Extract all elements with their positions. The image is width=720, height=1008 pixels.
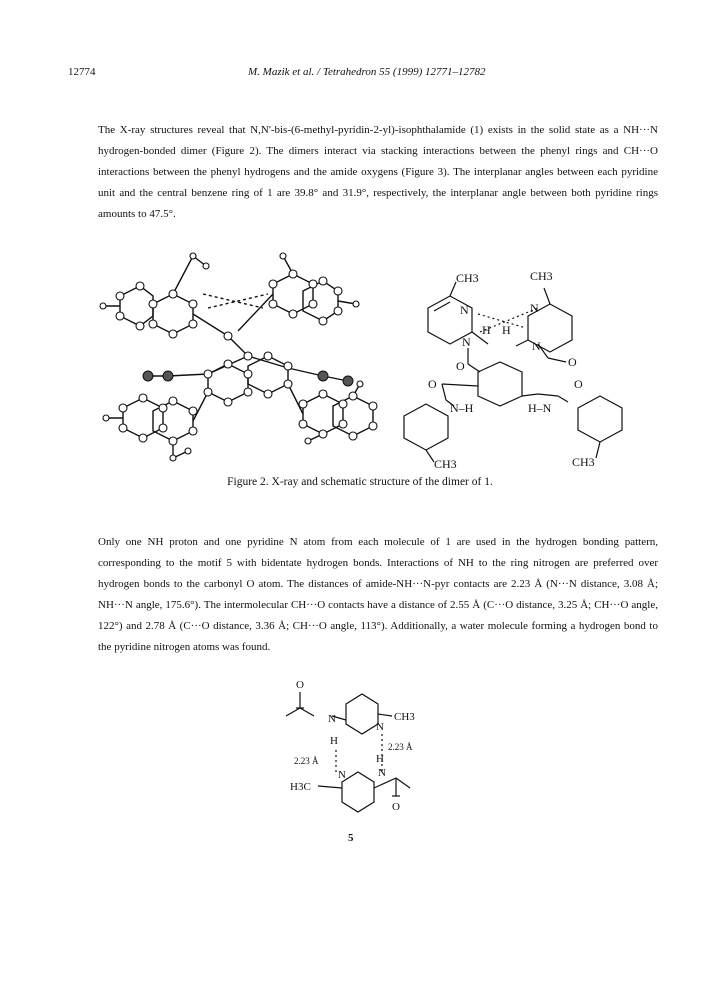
h-label-1: H [482, 323, 491, 337]
paragraph-xray-structures: The X-ray structures reveal that N,N'-bis-(6-methyl-pyridin-2-yl)-isophthalamide (1) exists in the solid state as a NH···N hydrogen-bonded dimer (Figure 2). The dimers interact via stacking interactions between the phenyl rings and CH···O interactions between the phenyl hydrogens and the amide oxygens (Figure 3). The interplanar angles between each pyridine unit and the central benzene ring of 1 are 39.8° and 31.9°, respectively, the interplanar angle between both pyridine rings amounts to 47.5°. [98, 124, 658, 220]
xray-atoms [100, 253, 377, 461]
motif-n-amide-bottom: N [378, 767, 386, 779]
motif-5-structure [276, 670, 476, 822]
running-header-citation: M. Mazik et al. / Tetrahedron 55 (1999) 12771–12782 [248, 66, 486, 78]
schematic-labels [428, 269, 595, 471]
ch3-label-d: CH3 [572, 455, 595, 469]
motif-o-bottom: O [392, 801, 400, 813]
o-label-4: O [574, 377, 583, 391]
ch3-label-b: CH3 [530, 269, 553, 283]
n-label-2: N [530, 301, 539, 315]
h-label-2: H [502, 323, 511, 337]
compound-number-5: 5 [348, 832, 354, 844]
schematic-bonds [404, 282, 622, 462]
n-label-1: N [460, 303, 469, 317]
motif-n-pyr-bottom: N [338, 769, 346, 781]
motif-o-top: O [296, 679, 304, 691]
n-label-4: N [532, 339, 541, 353]
o-label-2: O [568, 355, 577, 369]
motif-distance-right: 2.23 Å [388, 742, 413, 752]
paragraph-hydrogen-bonding: Only one NH proton and one pyridine N atom from each molecule of 1 are used in the hydrogen bonding pattern, corresponding to the motif 5 with bidentate hydrogen bonds. Interactions of NH to the ring nitrogen are preferred over hydrogen bonds to the carbonyl O atom. The distances of amide-NH···N-pyr contacts are 2.23 Å (N···N distance, 3.08 Å; NH···N angle, 175.6°). The intermolecular CH···O contacts have a distance of 2.55 Å (C···O distance, 3.25 Å; CH···O angle, 122°) and 2.78 Å (C···O distance, 3.36 Å; CH···O angle, 113°). Additionally, a water molecule forming a hydrogen bond to the pyridine nitrogen atoms was found. [98, 536, 658, 653]
motif-h3c-bottom: H3C [290, 781, 311, 793]
o-label-1: O [456, 359, 465, 373]
motif-h-right: H [376, 753, 384, 765]
figure-2-caption: Figure 2. X-ray and schematic structure of the dimer of 1. [227, 476, 493, 488]
n-label-3: N [462, 335, 471, 349]
motif-n-amide-top: N [328, 713, 336, 725]
motif-distance-left: 2.23 Å [294, 756, 319, 766]
nh-label-left: N–H [450, 401, 474, 415]
ch3-label-c: CH3 [434, 457, 457, 471]
motif-ch3-top: CH3 [394, 711, 415, 723]
nh-label-right: H–N [528, 401, 552, 415]
o-label-3: O [428, 377, 437, 391]
ch3-label-a: CH3 [456, 271, 479, 285]
motif-5-bonds [286, 692, 410, 812]
page-number: 12774 [68, 66, 96, 78]
motif-h-left: H [330, 735, 338, 747]
motif-n-pyr-top: N [376, 721, 384, 733]
figure-2-dimer-structure [98, 236, 658, 472]
